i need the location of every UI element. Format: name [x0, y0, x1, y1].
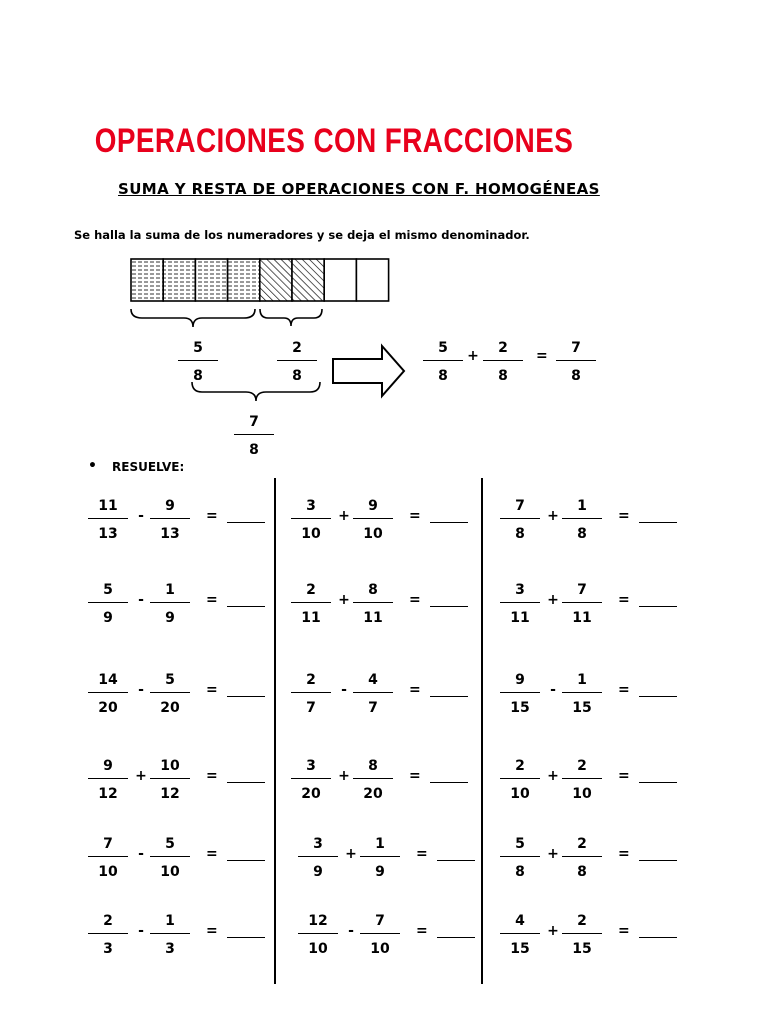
exercise-equals: =	[409, 508, 421, 524]
answer-blank[interactable]	[430, 782, 468, 783]
numerator: 1	[577, 672, 587, 688]
denominator: 13	[98, 526, 118, 542]
denominator: 20	[301, 786, 321, 802]
denominator: 8	[577, 526, 587, 542]
fraction-bar-line	[88, 602, 128, 603]
numerator: 2	[515, 758, 525, 774]
arrow-icon	[333, 346, 404, 396]
exercise-equals: =	[618, 508, 630, 524]
denominator: 11	[301, 610, 321, 626]
exercise-equals: =	[618, 592, 630, 608]
fraction-bar-line	[500, 778, 540, 779]
denominator: 12	[160, 786, 180, 802]
numerator: 3	[515, 582, 525, 598]
page-subtitle: SUMA Y RESTA DE OPERACIONES CON F. HOMOGÉNEAS	[118, 180, 600, 198]
denominator: 8	[193, 368, 203, 384]
numerator: 1	[577, 498, 587, 514]
dotted-cell	[228, 259, 260, 301]
fraction-bar-line	[88, 692, 128, 693]
numerator: 3	[306, 498, 316, 514]
answer-blank[interactable]	[639, 522, 677, 523]
numerator: 3	[306, 758, 316, 774]
denominator: 11	[572, 610, 592, 626]
denominator: 9	[313, 864, 323, 880]
denominator: 9	[375, 864, 385, 880]
numerator: 5	[165, 672, 175, 688]
brace-bottom	[192, 382, 320, 401]
fraction-bar-line	[88, 518, 128, 519]
fraction-bar-line	[88, 933, 128, 934]
numerator: 8	[368, 582, 378, 598]
exercise-equals: =	[416, 923, 428, 939]
fraction-bar-line	[556, 360, 596, 361]
exercise-equals: =	[618, 682, 630, 698]
fraction-bar-line	[88, 856, 128, 857]
numerator: 7	[375, 913, 385, 929]
answer-blank[interactable]	[227, 522, 265, 523]
exercise-operator: -	[138, 923, 144, 939]
fraction-bar-line	[88, 778, 128, 779]
numerator: 4	[515, 913, 525, 929]
fraction-bar-line	[291, 602, 331, 603]
fraction-bar-line	[500, 856, 540, 857]
dotted-cell	[163, 259, 195, 301]
numerator: 2	[306, 672, 316, 688]
hatched-cell	[292, 259, 324, 301]
fraction-bar-line	[291, 518, 331, 519]
fraction-bar-line	[423, 360, 463, 361]
answer-blank[interactable]	[227, 696, 265, 697]
denominator: 8	[577, 864, 587, 880]
fraction-bar-line	[353, 692, 393, 693]
exercise-equals: =	[618, 768, 630, 784]
denominator: 7	[306, 700, 316, 716]
exercise-operator: +	[547, 508, 559, 524]
fraction-bar-line	[298, 933, 338, 934]
brace-right	[260, 309, 322, 326]
exercise-equals: =	[206, 682, 218, 698]
exercise-heading: RESUELVE:	[112, 460, 185, 474]
denominator: 8	[498, 368, 508, 384]
fraction-bar-line	[562, 933, 602, 934]
fraction-bar-line	[150, 518, 190, 519]
empty-cell	[324, 259, 356, 301]
result-operator: +	[467, 348, 479, 364]
denominator: 20	[363, 786, 383, 802]
exercise-operator: -	[138, 592, 144, 608]
numerator: 5	[193, 340, 203, 356]
denominator: 10	[363, 526, 383, 542]
fraction-bar-line	[353, 778, 393, 779]
denominator: 10	[301, 526, 321, 542]
exercise-equals: =	[206, 846, 218, 862]
exercise-operator: +	[345, 846, 357, 862]
numerator: 7	[249, 414, 259, 430]
numerator: 2	[577, 913, 587, 929]
fraction-bar-line	[178, 360, 218, 361]
fraction-bar-line	[562, 602, 602, 603]
answer-blank[interactable]	[639, 782, 677, 783]
exercise-operator: +	[338, 592, 350, 608]
numerator: 2	[103, 913, 113, 929]
numerator: 2	[577, 836, 587, 852]
fraction-bar-line	[562, 856, 602, 857]
fraction-bar-line	[360, 856, 400, 857]
denominator: 15	[510, 941, 530, 957]
exercise-operator: +	[547, 846, 559, 862]
fraction-bar-line	[500, 518, 540, 519]
exercise-operator: -	[138, 846, 144, 862]
hatched-cell	[260, 259, 292, 301]
fraction-bar-line	[291, 778, 331, 779]
bullet-icon: •	[88, 458, 97, 474]
answer-blank[interactable]	[227, 860, 265, 861]
denominator: 15	[510, 700, 530, 716]
numerator: 9	[103, 758, 113, 774]
denominator: 8	[249, 442, 259, 458]
fraction-bar-line	[150, 933, 190, 934]
column-divider	[274, 478, 276, 984]
exercise-operator: -	[138, 682, 144, 698]
numerator: 5	[515, 836, 525, 852]
numerator: 5	[103, 582, 113, 598]
answer-blank[interactable]	[227, 937, 265, 938]
denominator: 8	[515, 526, 525, 542]
fraction-bar-line	[150, 856, 190, 857]
fraction-bar-line	[298, 856, 338, 857]
answer-blank[interactable]	[639, 937, 677, 938]
denominator: 9	[103, 610, 113, 626]
denominator: 9	[165, 610, 175, 626]
answer-blank[interactable]	[227, 782, 265, 783]
fraction-bar-line	[150, 602, 190, 603]
numerator: 7	[571, 340, 581, 356]
denominator: 3	[103, 941, 113, 957]
exercise-operator: -	[348, 923, 354, 939]
exercise-equals: =	[206, 508, 218, 524]
numerator: 5	[165, 836, 175, 852]
numerator: 2	[306, 582, 316, 598]
exercise-equals: =	[618, 846, 630, 862]
fraction-bar-line	[360, 933, 400, 934]
numerator: 9	[368, 498, 378, 514]
empty-cell	[356, 259, 388, 301]
denominator: 8	[515, 864, 525, 880]
answer-blank[interactable]	[639, 696, 677, 697]
denominator: 15	[572, 700, 592, 716]
fraction-bar-line	[353, 518, 393, 519]
fraction-bar-line	[500, 692, 540, 693]
denominator: 20	[98, 700, 118, 716]
denominator: 10	[572, 786, 592, 802]
exercise-equals: =	[618, 923, 630, 939]
answer-blank[interactable]	[437, 860, 475, 861]
denominator: 11	[363, 610, 383, 626]
exercise-equals: =	[409, 768, 421, 784]
exercise-operator: -	[550, 682, 556, 698]
fraction-bar-line	[500, 933, 540, 934]
denominator: 7	[368, 700, 378, 716]
fraction-bar-line	[483, 360, 523, 361]
numerator: 3	[313, 836, 323, 852]
answer-blank[interactable]	[437, 937, 475, 938]
denominator: 12	[98, 786, 118, 802]
denominator: 8	[571, 368, 581, 384]
fraction-bar-line	[500, 602, 540, 603]
fraction-bar	[131, 259, 389, 301]
exercise-operator: +	[338, 768, 350, 784]
fraction-bar-line	[150, 692, 190, 693]
numerator: 7	[577, 582, 587, 598]
numerator: 2	[498, 340, 508, 356]
denominator: 13	[160, 526, 180, 542]
numerator: 8	[368, 758, 378, 774]
numerator: 1	[165, 582, 175, 598]
answer-blank[interactable]	[639, 606, 677, 607]
result-equals: =	[536, 348, 548, 364]
denominator: 10	[160, 864, 180, 880]
fraction-bar-line	[277, 360, 317, 361]
denominator: 8	[292, 368, 302, 384]
numerator: 4	[368, 672, 378, 688]
numerator: 5	[438, 340, 448, 356]
exercise-operator: -	[341, 682, 347, 698]
column-divider	[481, 478, 483, 984]
exercise-equals: =	[409, 682, 421, 698]
numerator: 2	[577, 758, 587, 774]
exercise-operator: +	[338, 508, 350, 524]
answer-blank[interactable]	[227, 606, 265, 607]
answer-blank[interactable]	[430, 606, 468, 607]
exercise-operator: +	[547, 923, 559, 939]
rule-text: Se halla la suma de los numeradores y se deja el mismo denominador.	[74, 228, 530, 242]
fraction-diagram	[0, 0, 768, 470]
exercise-operator: +	[135, 768, 147, 784]
denominator: 10	[370, 941, 390, 957]
dotted-cell	[131, 259, 163, 301]
numerator: 10	[160, 758, 180, 774]
numerator: 2	[292, 340, 302, 356]
numerator: 7	[103, 836, 113, 852]
denominator: 10	[98, 864, 118, 880]
numerator: 9	[165, 498, 175, 514]
exercise-operator: +	[547, 592, 559, 608]
exercise-operator: +	[547, 768, 559, 784]
denominator: 10	[510, 786, 530, 802]
denominator: 20	[160, 700, 180, 716]
fraction-bar-line	[150, 778, 190, 779]
fraction-bar-line	[562, 692, 602, 693]
answer-blank[interactable]	[639, 860, 677, 861]
numerator: 7	[515, 498, 525, 514]
exercise-equals: =	[409, 592, 421, 608]
fraction-bar-line	[353, 602, 393, 603]
numerator: 9	[515, 672, 525, 688]
denominator: 10	[308, 941, 328, 957]
exercise-equals: =	[416, 846, 428, 862]
denominator: 15	[572, 941, 592, 957]
numerator: 14	[98, 672, 118, 688]
numerator: 11	[98, 498, 118, 514]
page-title: OPERACIONES CON FRACCIONES	[94, 122, 574, 160]
numerator: 12	[308, 913, 328, 929]
exercise-equals: =	[206, 768, 218, 784]
fraction-bar-line	[291, 692, 331, 693]
fraction-bar-line	[234, 434, 274, 435]
denominator: 11	[510, 610, 530, 626]
exercise-operator: -	[138, 508, 144, 524]
answer-blank[interactable]	[430, 696, 468, 697]
denominator: 8	[438, 368, 448, 384]
brace-left	[131, 309, 255, 327]
fraction-bar-line	[562, 518, 602, 519]
numerator: 1	[165, 913, 175, 929]
fraction-bar-line	[562, 778, 602, 779]
answer-blank[interactable]	[430, 522, 468, 523]
exercise-equals: =	[206, 923, 218, 939]
dotted-cell	[195, 259, 227, 301]
denominator: 3	[165, 941, 175, 957]
exercise-equals: =	[206, 592, 218, 608]
numerator: 1	[375, 836, 385, 852]
